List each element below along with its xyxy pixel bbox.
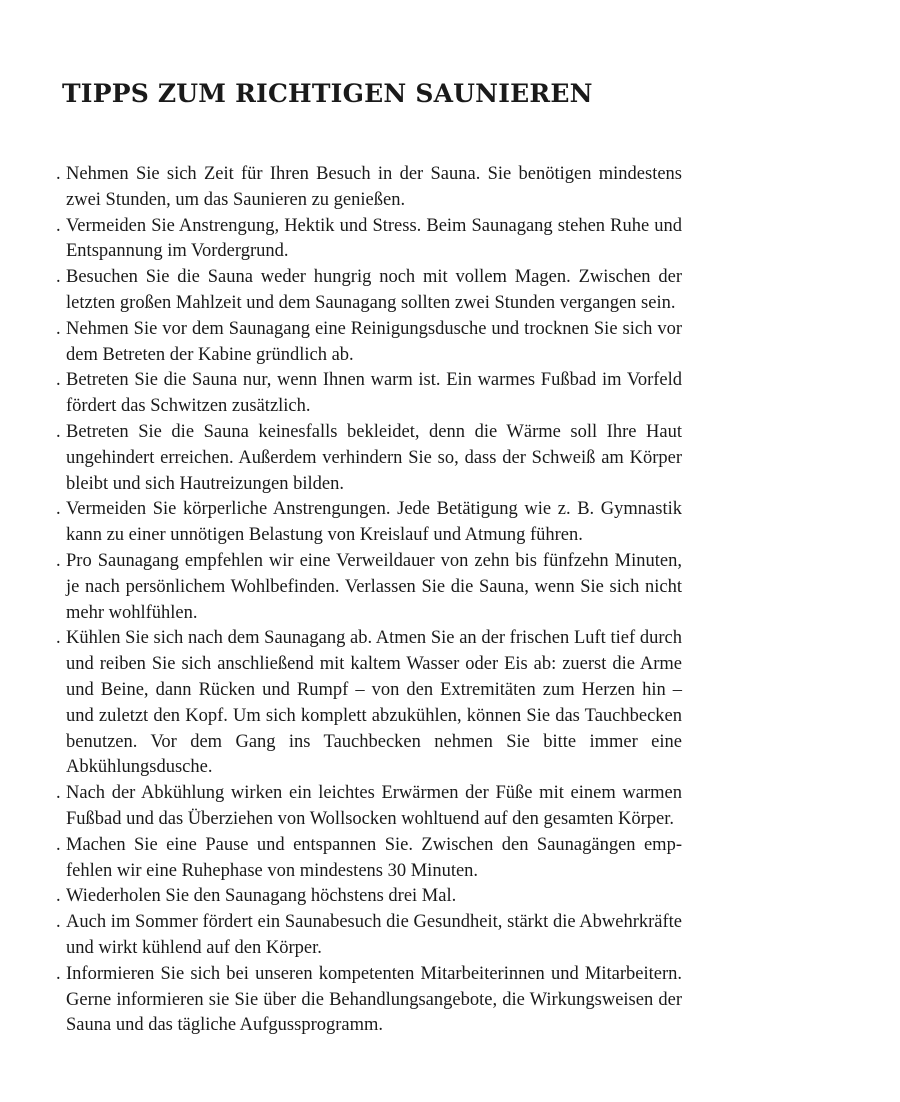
bullet-marker: . (56, 164, 61, 184)
tip-text: Nehmen Sie vor dem Saunagang eine Reinigungsdusche und trocknen Sie sich vor dem Betreten der Kabine gründlich ab. (66, 318, 682, 365)
tip-item (56, 162, 682, 214)
bullet-marker: . (56, 318, 61, 339)
tip-item (56, 317, 682, 369)
tip-text: Betreten Sie die Sauna keinesfalls bekleidet, denn die Wärme soll Ihre Haut ungehindert erreichen. Außerdem verhindern Sie so, dass der Schweiß am Körper bleibt und sich Hautreizungen bilden. (66, 421, 682, 494)
tip-text: Kühlen Sie sich nach dem Saunagang ab. Atmen Sie an der frischen Luft tief durch und reiben Sie sich anschließend mit kaltem Wasser oder Eis ab: zuerst die Arme und Beine, dann Rücken und Rumpf – von den Extremitäten zum Herzen hin – und zuletzt den Kopf. Um sich komplett abzukühlen, können Sie das Tauchbecken benutzen. Vor dem Gang ins Tauchbecken nehmen Sie bitte immer eine Abkühlungsdusche. (66, 628, 682, 778)
tip-item (56, 420, 682, 497)
bullet-marker: . (56, 628, 61, 649)
tip-item (56, 368, 682, 420)
tip-text: Informieren Sie sich bei unseren kompetenten Mitarbeiterinnen und Mitarbeitern. Gerne informieren sie Sie über die Behandlungsangebote, die Wirkungsweisen der Sauna und das tägliche Aufgussprogramm. (66, 963, 682, 1036)
bullet-marker: . (56, 963, 61, 984)
tip-text: Betreten Sie die Sauna nur, wenn Ihnen warm ist. Ein warmes Fußbad im Vorfeld fördert das Schwitzen zusätzlich. (66, 370, 682, 417)
tip-item (56, 626, 682, 781)
tip-item (56, 265, 682, 317)
tip-item (56, 497, 682, 549)
tip-item (56, 549, 682, 626)
tip-item (56, 833, 682, 885)
bullet-marker: . (56, 550, 61, 571)
bullet-marker: . (56, 912, 61, 933)
tip-text: Nehmen Sie sich Zeit für Ihren Besuch in der Sauna. Sie benötigen mindestens zwei Stunden, um das Saunieren zu genießen. (66, 164, 682, 210)
tip-text: Vermeiden Sie körperliche Anstrengungen. Jede Betätigung wie z. B. Gymnastik kann zu einer unnötigen Belastung von Kreislauf und Atmung führen. (66, 499, 682, 546)
tip-text: Besuchen Sie die Sauna weder hungrig noch mit vollem Magen. Zwischen der letzten großen Mahlzeit und dem Saunagang sollten zwei Stunden vergangen sein. (66, 267, 682, 313)
bullet-marker: . (56, 215, 61, 236)
tip-text: Auch im Sommer fördert ein Saunabesuch die Gesundheit, stärkt die Abwehrkräfte und wirkt kühlend auf den Körper. (66, 912, 682, 958)
tip-text: Pro Saunagang empfehlen wir eine Verweildauer von zehn bis fünfzehn Minuten, je nach persönlichem Wohlbefinden. Verlassen Sie die Sauna, wenn Sie sich nicht mehr wohlfühlen. (66, 550, 682, 623)
page-title: TIPPS ZUM RICHTIGEN SAUNIEREN (62, 79, 593, 108)
bullet-marker: . (56, 499, 61, 520)
tip-text: Vermeiden Sie Anstrengung, Hektik und Stress. Beim Saunagang stehen Ruhe und Entspannung im Vordergrund. (66, 215, 682, 262)
tip-item (56, 910, 682, 962)
bullet-marker: . (56, 783, 61, 804)
bullet-marker: . (56, 421, 61, 442)
tip-item (56, 962, 682, 1039)
bullet-marker: . (56, 886, 61, 907)
tip-item (56, 884, 682, 910)
tip-text: Machen Sie eine Pause und entspannen Sie. Zwischen den Saunagängen empfehlen wir eine Ruhephase von mindestens 30 Minuten. (66, 834, 682, 881)
bullet-marker: . (56, 267, 61, 288)
tip-text: Nach der Abkühlung wirken ein leichtes Erwärmen der Füße mit einem warmen Fußbad und das Überziehen von Wollsocken wohltuend auf den gesamten Körper. (66, 783, 682, 829)
tip-item (56, 781, 682, 833)
bullet-marker: . (56, 834, 61, 855)
bullet-marker: . (56, 370, 61, 391)
tip-text: Wiederholen Sie den Saunagang höchstens drei Mal. (66, 886, 457, 907)
tip-item (56, 214, 682, 266)
tips-list (56, 162, 682, 1039)
